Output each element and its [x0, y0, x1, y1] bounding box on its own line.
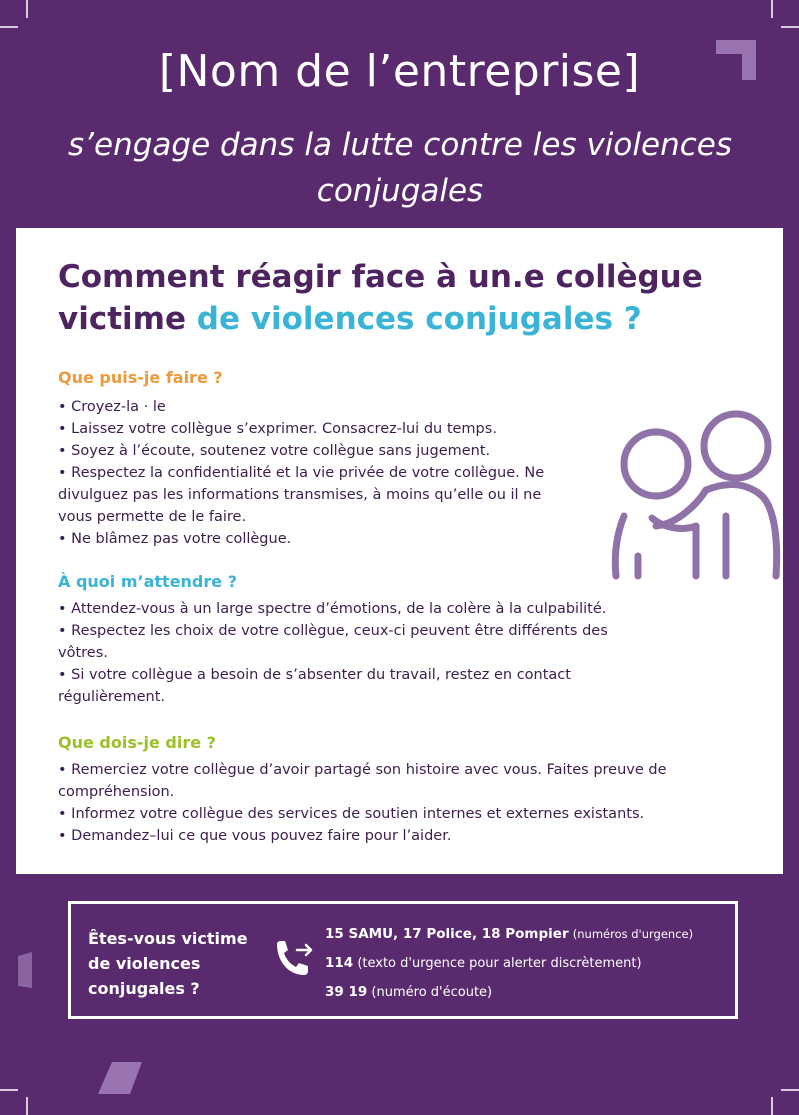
- list-what-to-say: [58, 759, 718, 847]
- list-item: • Ne blâmez pas votre collègue.: [58, 531, 292, 547]
- list-item: • Attendez-vous à un large spectre d’émotions, de la colère à la culpabilité.: [58, 601, 607, 617]
- info-card: [16, 228, 783, 874]
- crop-mark: [26, 1097, 28, 1115]
- crop-mark: [26, 0, 28, 18]
- crop-mark: [781, 26, 799, 28]
- crop-mark: [0, 26, 18, 28]
- victim-question: Êtes-vous victime de violences conjugales ?: [88, 929, 248, 998]
- section-heading-what-to-do: Que puis-je faire ?: [58, 368, 223, 387]
- company-name-title: [Nom de l’entreprise]: [158, 46, 641, 97]
- help-contact-box: [68, 901, 738, 1019]
- embrace-icon: [596, 406, 786, 586]
- list-item: • Respectez la confidentialité et la vie privée de votre collègue. Ne divulguez pas les informations transmises, à moins qu’elle ou il ne vous permette de le faire.: [58, 465, 545, 525]
- list-item: • Si votre collègue a besoin de s’absenter du travail, restez en contact régulièrement.: [58, 667, 571, 705]
- emergency-number: 114: [325, 955, 354, 971]
- list-item: • Croyez-la · le: [58, 399, 166, 415]
- commitment-subtitle: s’engage dans la lutte contre les violences conjugales: [68, 127, 732, 209]
- card-title-highlight: de violences conjugales ?: [196, 301, 642, 337]
- card-title-part1: Comment réagir face à un.e collègue victime: [58, 259, 703, 337]
- crop-mark: [771, 0, 773, 18]
- list-what-to-do: [58, 396, 578, 550]
- list-item: • Demandez–lui ce que vous pouvez faire pour l’aider.: [58, 828, 452, 844]
- list-item: [325, 949, 735, 978]
- phone-forward-icon: [271, 938, 315, 982]
- list-item: • Respectez les choix de votre collègue, ceux-ci peuvent être différents des vôtres.: [58, 623, 608, 661]
- emergency-number: 15 SAMU, 17 Police, 18 Pompier: [325, 926, 569, 942]
- crop-mark: [0, 1089, 18, 1091]
- list-item: [325, 920, 735, 949]
- list-item: • Soyez à l’écoute, soutenez votre collègue sans jugement.: [58, 443, 491, 459]
- list-item: • Remerciez votre collègue d’avoir partagé son histoire avec vous. Faites preuve de compréhension.: [58, 762, 667, 800]
- emergency-number: 39 19: [325, 984, 368, 1000]
- list-item: • Informez votre collègue des services de soutien internes et externes existants.: [58, 806, 645, 822]
- card-title: [58, 256, 758, 340]
- list-item: • Laissez votre collègue s’exprimer. Consacrez-lui du temps.: [58, 421, 497, 437]
- section-heading-what-to-say: Que dois-je dire ?: [58, 733, 216, 752]
- list-what-to-expect: [58, 598, 658, 708]
- side-decoration-icon: [18, 952, 32, 988]
- emergency-note: (numéro d'écoute): [371, 985, 493, 1000]
- section-heading-what-to-expect: À quoi m’attendre ?: [58, 572, 237, 591]
- bottom-decoration-icon: [98, 1062, 142, 1094]
- crop-mark: [771, 1097, 773, 1115]
- emergency-note: (numéros d'urgence): [572, 927, 694, 941]
- emergency-note: (texto d'urgence pour alerter discrètement): [357, 956, 642, 971]
- list-item: [325, 978, 735, 1007]
- crop-mark: [781, 1089, 799, 1091]
- emergency-numbers-list: [325, 920, 735, 1007]
